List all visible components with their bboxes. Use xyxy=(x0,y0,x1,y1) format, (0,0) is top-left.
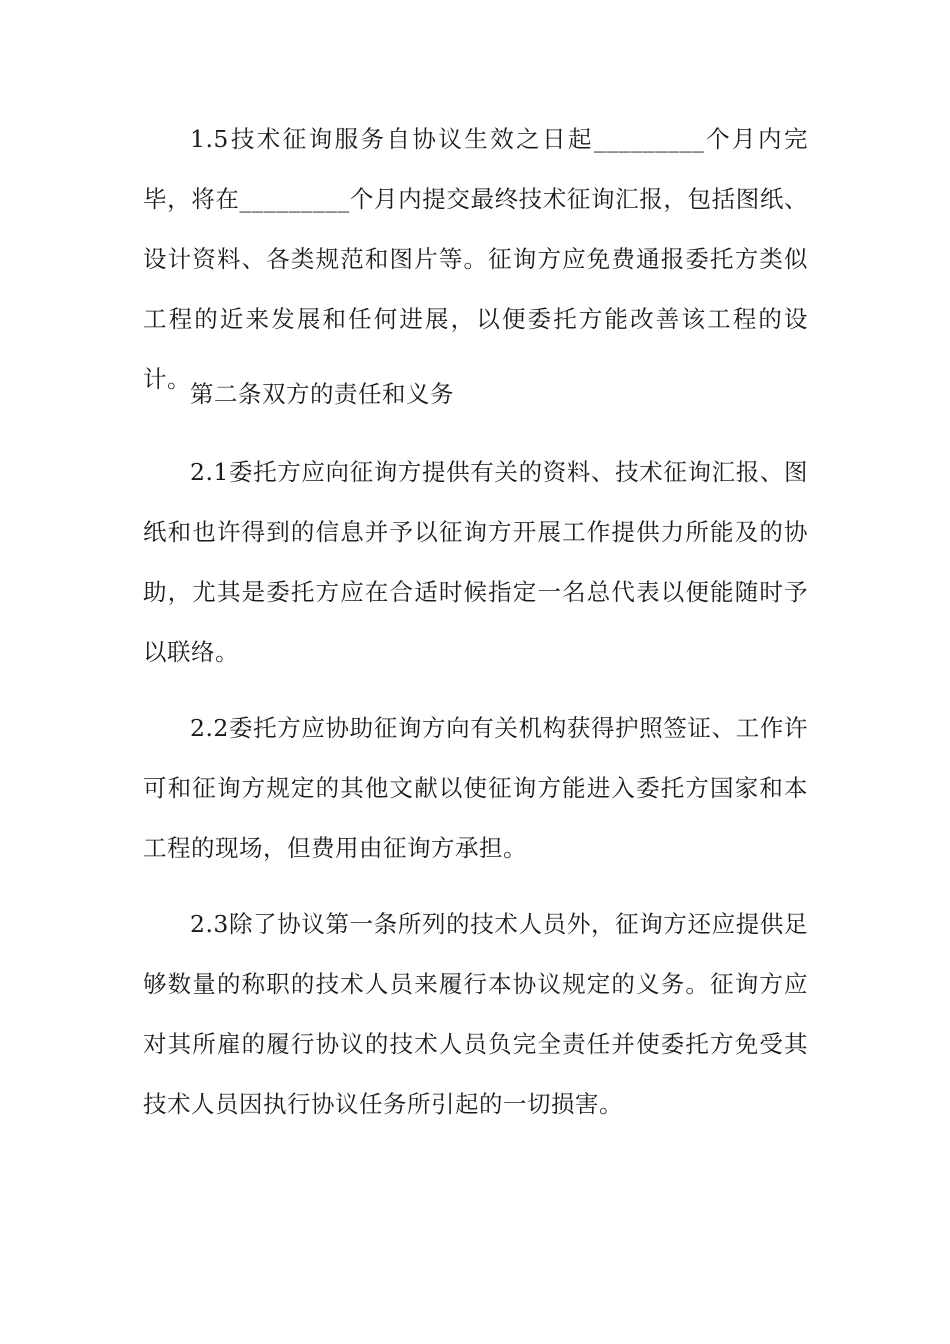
article-2-heading: 第二条双方的责任和义务 xyxy=(190,380,454,408)
clause-2-3-paragraph: 2.3除了协议第一条所列的技术人员外，征询方还应提供足够数量的称职的技术人员来履行本协议规定的义务。征询方应对其所雇的履行协议的技术人员负完全责任并使委托方免受其技术人员因执行协议任务所引起的一切损害。 xyxy=(143,910,808,1118)
clause-1-5-paragraph: 1.5技术征询服务自协议生效之日起_________个月内完毕，将在_________个月内提交最终技术征询汇报，包括图纸、设计资料、各类规范和图片等。征询方应免费通报委托方类似工程的近来发展和任何进展，以便委托方能改善该工程的设计。 xyxy=(143,125,808,393)
clause-2-2-paragraph: 2.2委托方应协助征询方向有关机构获得护照签证、工作许可和征询方规定的其他文献以使征询方能进入委托方国家和本工程的现场，但费用由征询方承担。 xyxy=(143,714,808,862)
clause-2-1-paragraph: 2.1委托方应向征询方提供有关的资料、技术征询汇报、图纸和也许得到的信息并予以征询方开展工作提供力所能及的协助，尤其是委托方应在合适时候指定一名总代表以便能随时予以联络。 xyxy=(143,458,808,666)
